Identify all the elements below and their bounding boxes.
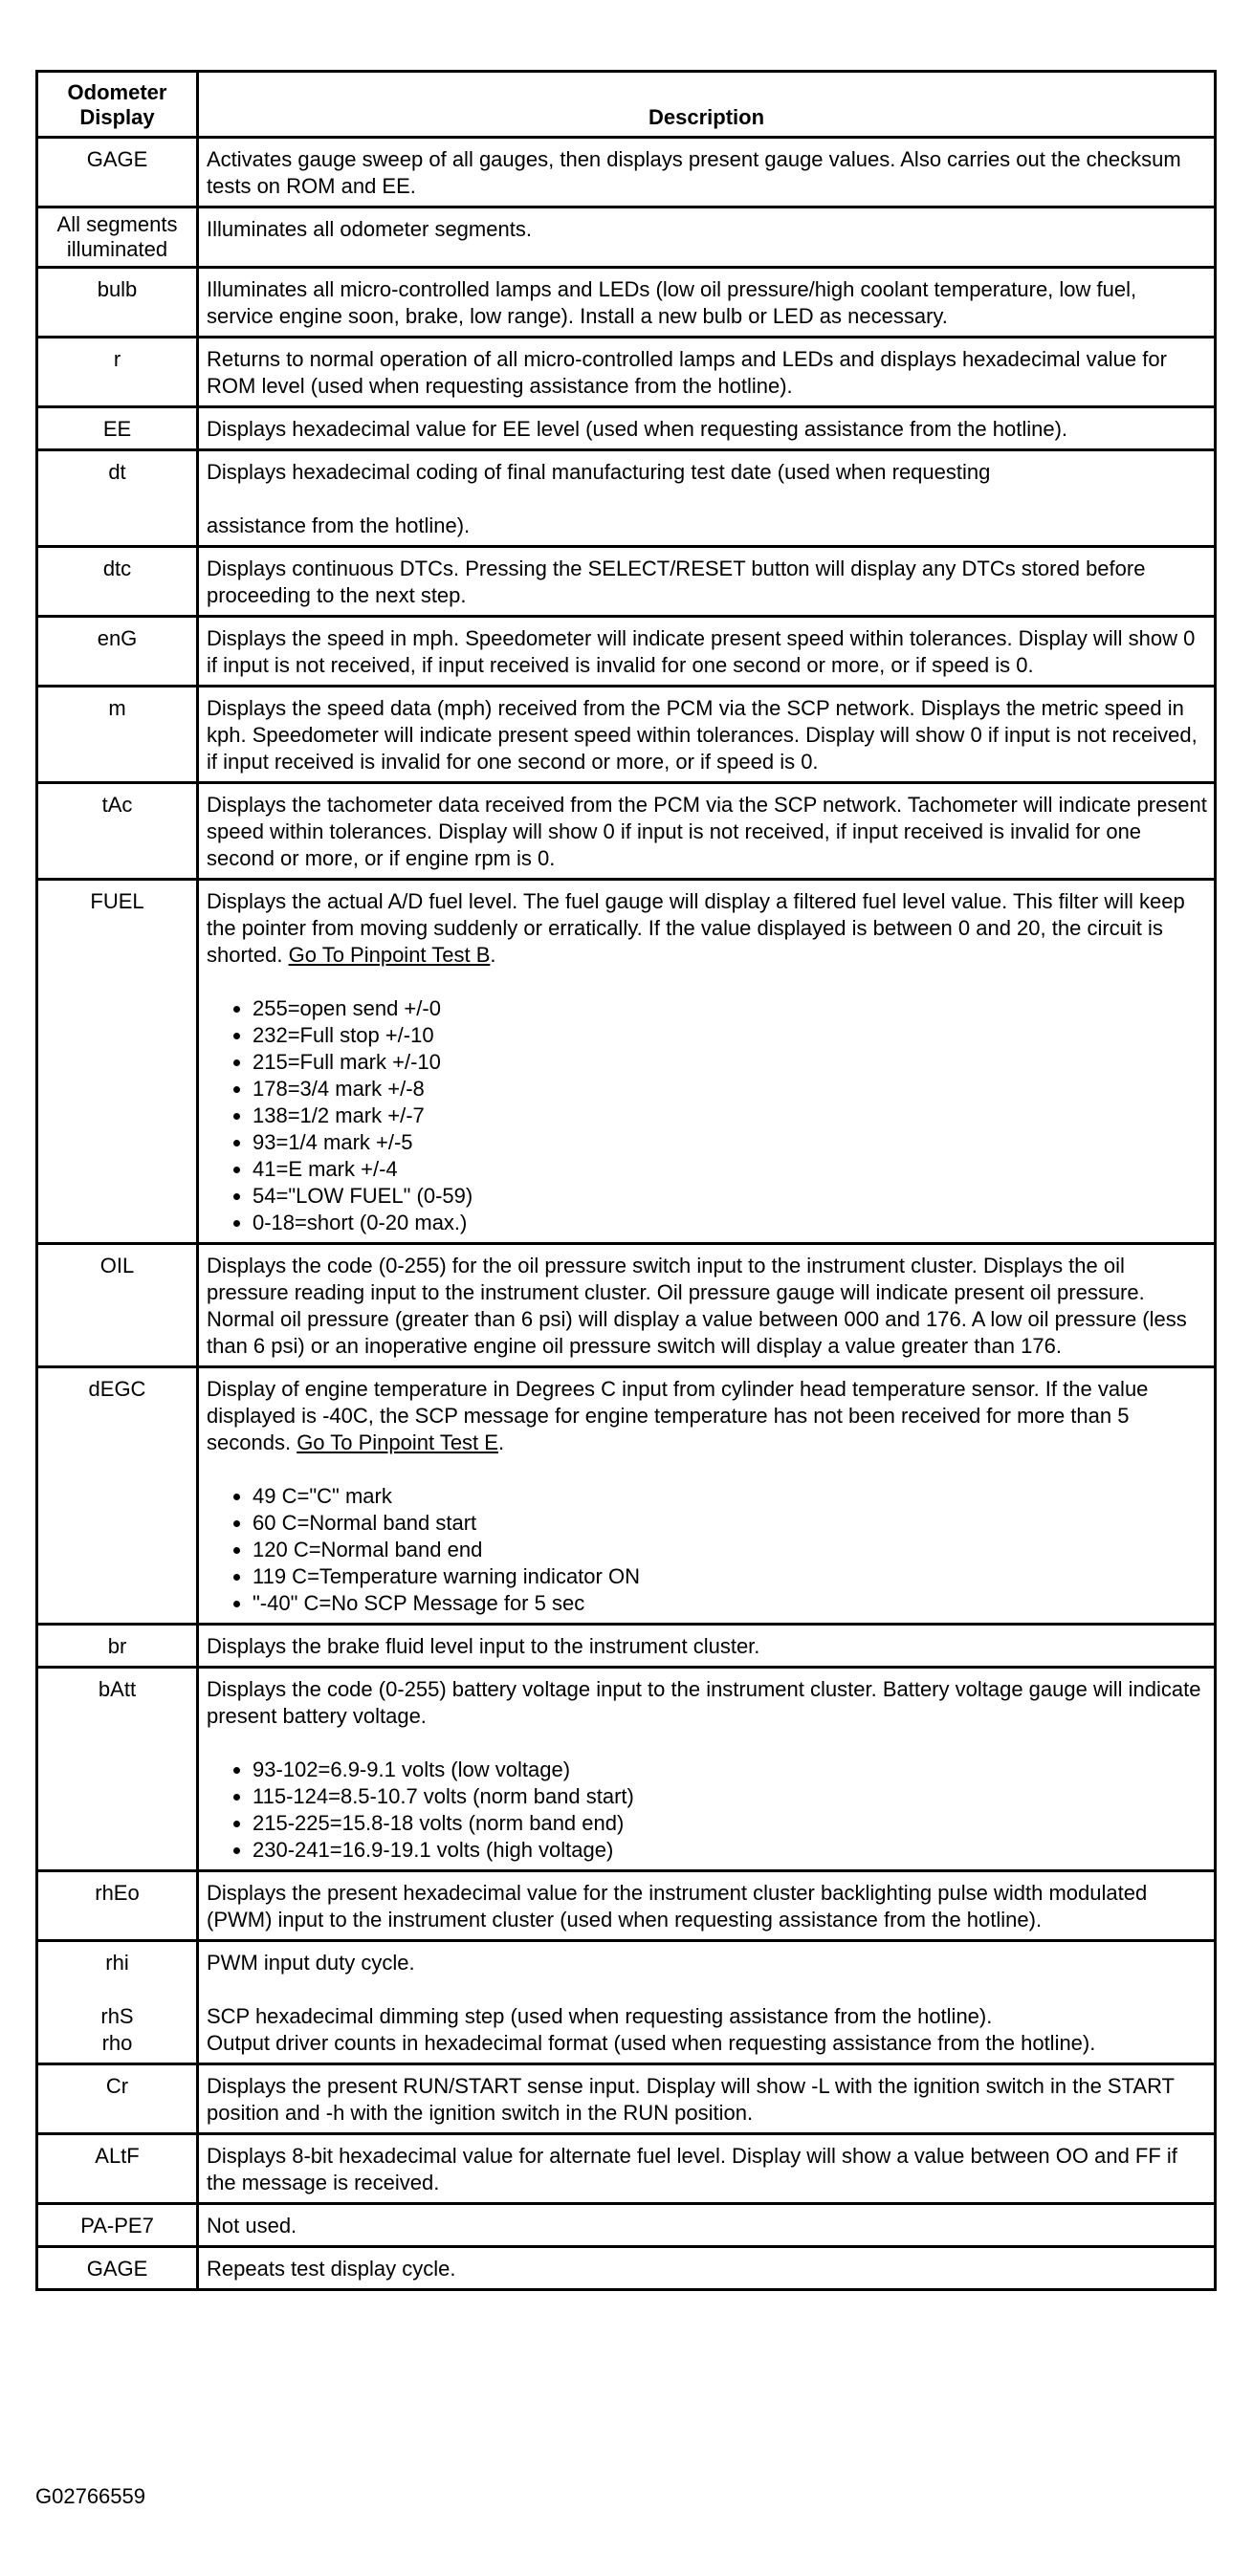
description-text: Displays the actual A/D fuel level. The fuel gauge will display a filtered fuel level value. This filter will keep the pointer from moving suddenly or erratically. If the value displayed is between 0 and 20, the circuit is shorted.	[207, 889, 1185, 967]
list-item: • 119 C=Temperature warning indicator ON	[253, 1563, 1208, 1590]
description: Displays the present RUN/START sense input. Display will show -L with the ignition switch in the START position and -h with the ignition switch in the RUN position.	[198, 2064, 1216, 2134]
table-row	[37, 2204, 1216, 2247]
odometer-code: OIL	[37, 1244, 198, 1367]
description: Displays the code (0-255) for the oil pressure switch input to the instrument cluster. Displays the oil pressure reading input to the instrument cluster. Oil pressure gauge will indicate present oil pressure. Normal oil pressure (greater than 6 psi) will display a value between 000 and 176. A low oil pressure (less than 6 psi) or an inoperative engine oil pressure switch will display a value greater than 176.	[198, 1244, 1216, 1367]
odometer-code-line: rhi	[105, 1951, 129, 1975]
spacer	[207, 969, 1208, 995]
table-row	[37, 1871, 1216, 1941]
pinpoint-test-e-link[interactable]: Go To Pinpoint Test E	[297, 1430, 498, 1454]
list-item: • 60 C=Normal band start	[253, 1510, 1208, 1537]
description: Displays the tachometer data received from the PCM via the SCP network. Tachometer will indicate present speed within tolerances. Display will show 0 if input is not received, if input received is invalid for one second or more, or if engine rpm is 0.	[198, 783, 1216, 880]
odometer-code: m	[37, 687, 198, 783]
table-row	[37, 1244, 1216, 1367]
odometer-code: enG	[37, 617, 198, 687]
list-item: • 115-124=8.5-10.7 volts (norm band start)	[253, 1783, 1208, 1810]
table-row	[37, 1625, 1216, 1668]
description-line: PWM input duty cycle.	[207, 1951, 415, 1975]
table-row	[37, 450, 1216, 547]
temperature-list	[207, 1483, 1208, 1617]
odometer-code: dtc	[37, 547, 198, 617]
table-row	[37, 547, 1216, 617]
table-row	[37, 138, 1216, 207]
description: Illuminates all micro-controlled lamps and LEDs (low oil pressure/high coolant temperature, low fuel, service engine soon, brake, low range). Install a new bulb or LED as necessary.	[198, 268, 1216, 338]
description: Displays the brake fluid level input to the instrument cluster.	[198, 1625, 1216, 1668]
table-row	[37, 338, 1216, 407]
odometer-code: bAtt	[37, 1668, 198, 1871]
table-row	[37, 407, 1216, 450]
table-row	[37, 207, 1216, 268]
description	[198, 450, 1216, 547]
description	[198, 1668, 1216, 1871]
odometer-code: br	[37, 1625, 198, 1668]
description-line: Output driver counts in hexadecimal format (used when requesting assistance from the hotline).	[207, 2031, 1096, 2055]
description: Illuminates all odometer segments.	[198, 207, 1216, 268]
description	[198, 1941, 1216, 2064]
pinpoint-test-b-link[interactable]: Go To Pinpoint Test B	[288, 943, 491, 967]
description: Displays hexadecimal value for EE level (used when requesting assistance from the hotline).	[198, 407, 1216, 450]
list-item: • 215-225=15.8-18 volts (norm band end)	[253, 1810, 1208, 1837]
odometer-code: GAGE	[37, 138, 198, 207]
link-suffix: .	[497, 1430, 505, 1454]
table-row	[37, 2134, 1216, 2204]
odometer-code: r	[37, 338, 198, 407]
table-row	[37, 2064, 1216, 2134]
description-line: assistance from the hotline).	[207, 513, 471, 537]
list-item: • 49 C="C" mark	[253, 1483, 1208, 1510]
odometer-code-line: rho	[101, 2031, 133, 2055]
list-item: • 232=Full stop +/-10	[253, 1022, 1208, 1049]
battery-voltage-list	[207, 1757, 1208, 1864]
odometer-code: dEGC	[37, 1367, 198, 1625]
table-row	[37, 1367, 1216, 1625]
description: Activates gauge sweep of all gauges, then displays present gauge values. Also carries out the checksum tests on ROM and EE.	[198, 138, 1216, 207]
list-item: • 230-241=16.9-19.1 volts (high voltage)	[253, 1837, 1208, 1864]
list-item: • 41=E mark +/-4	[253, 1156, 1208, 1183]
odometer-code: Cr	[37, 2064, 198, 2134]
list-item: • 120 C=Normal band end	[253, 1537, 1208, 1563]
list-item: • 93-102=6.9-9.1 volts (low voltage)	[253, 1757, 1208, 1783]
odometer-code: PA-PE7	[37, 2204, 198, 2247]
odometer-code: FUEL	[37, 880, 198, 1244]
odometer-code: rhEo	[37, 1871, 198, 1941]
odometer-code: tAc	[37, 783, 198, 880]
description: Displays the present hexadecimal value for the instrument cluster backlighting pulse width modulated (PWM) input to the instrument cluster (used when requesting assistance from the hotline).	[198, 1871, 1216, 1941]
list-item: • 215=Full mark +/-10	[253, 1049, 1208, 1076]
description: Displays continuous DTCs. Pressing the SELECT/RESET button will display any DTCs stored before proceeding to the next step.	[198, 547, 1216, 617]
line-gap	[42, 1976, 192, 2003]
description	[198, 880, 1216, 1244]
header-odometer-display: Odometer Display	[37, 72, 198, 138]
description: Displays the speed in mph. Speedometer will indicate present speed within tolerances. Display will show 0 if input is not received, if input received is invalid for one second or more, or if speed is 0.	[198, 617, 1216, 687]
table-row	[37, 617, 1216, 687]
table-row	[37, 1668, 1216, 1871]
description: Repeats test display cycle.	[198, 2247, 1216, 2290]
line-gap	[207, 1976, 1208, 2003]
odometer-code: ALtF	[37, 2134, 198, 2204]
odometer-code: bulb	[37, 268, 198, 338]
list-item: • "-40" C=No SCP Message for 5 sec	[253, 1590, 1208, 1617]
description-line: SCP hexadecimal dimming step (used when requesting assistance from the hotline).	[207, 2004, 993, 2028]
fuel-level-list	[207, 995, 1208, 1236]
list-item: • 138=1/2 mark +/-7	[253, 1102, 1208, 1129]
odometer-code: GAGE	[37, 2247, 198, 2290]
table-row	[37, 1941, 1216, 2064]
table-row	[37, 268, 1216, 338]
list-item: • 255=open send +/-0	[253, 995, 1208, 1022]
table-row	[37, 2247, 1216, 2290]
odometer-code-line: rhS	[100, 2004, 134, 2028]
line-gap	[207, 486, 1208, 513]
link-suffix: .	[490, 943, 496, 967]
list-item: • 54="LOW FUEL" (0-59)	[253, 1183, 1208, 1210]
description: Not used.	[198, 2204, 1216, 2247]
spacer	[207, 1730, 1208, 1757]
odometer-code: dt	[37, 450, 198, 547]
description: Displays 8-bit hexadecimal value for alternate fuel level. Display will show a value between OO and FF if the message is received.	[198, 2134, 1216, 2204]
figure-id: G02766559	[35, 2484, 145, 2508]
table-row	[37, 880, 1216, 1244]
table-header-row	[37, 72, 1216, 138]
list-item: • 93=1/4 mark +/-5	[253, 1129, 1208, 1156]
list-item: • 178=3/4 mark +/-8	[253, 1076, 1208, 1102]
list-item: • 0-18=short (0-20 max.)	[253, 1210, 1208, 1236]
table-row	[37, 783, 1216, 880]
description: Displays the speed data (mph) received from the PCM via the SCP network. Displays the metric speed in kph. Speedometer will indicate present speed within tolerances. Display will show 0 if input is not received, if input received is invalid for one second or more, or if speed is 0.	[198, 687, 1216, 783]
odometer-code: EE	[37, 407, 198, 450]
description-line: Displays hexadecimal coding of final manufacturing test date (used when requesting	[207, 460, 991, 484]
table-row	[37, 687, 1216, 783]
odometer-code: All segments illuminated	[37, 207, 198, 268]
odometer-display-table	[35, 70, 1217, 2291]
description: Returns to normal operation of all micro-controlled lamps and LEDs and displays hexadecimal value for ROM level (used when requesting assistance from the hotline).	[198, 338, 1216, 407]
description-text: Displays the code (0-255) battery voltage input to the instrument cluster. Battery voltage gauge will indicate present battery voltage.	[207, 1677, 1201, 1728]
spacer	[207, 1456, 1208, 1483]
header-description: Description	[198, 72, 1216, 138]
odometer-code	[37, 1941, 198, 2064]
description	[198, 1367, 1216, 1625]
description-text: Display of engine temperature in Degrees C input from cylinder head temperature sensor. If the value displayed is -40C, the SCP message for engine temperature has not been received for more than 5 seconds.	[207, 1377, 1149, 1454]
